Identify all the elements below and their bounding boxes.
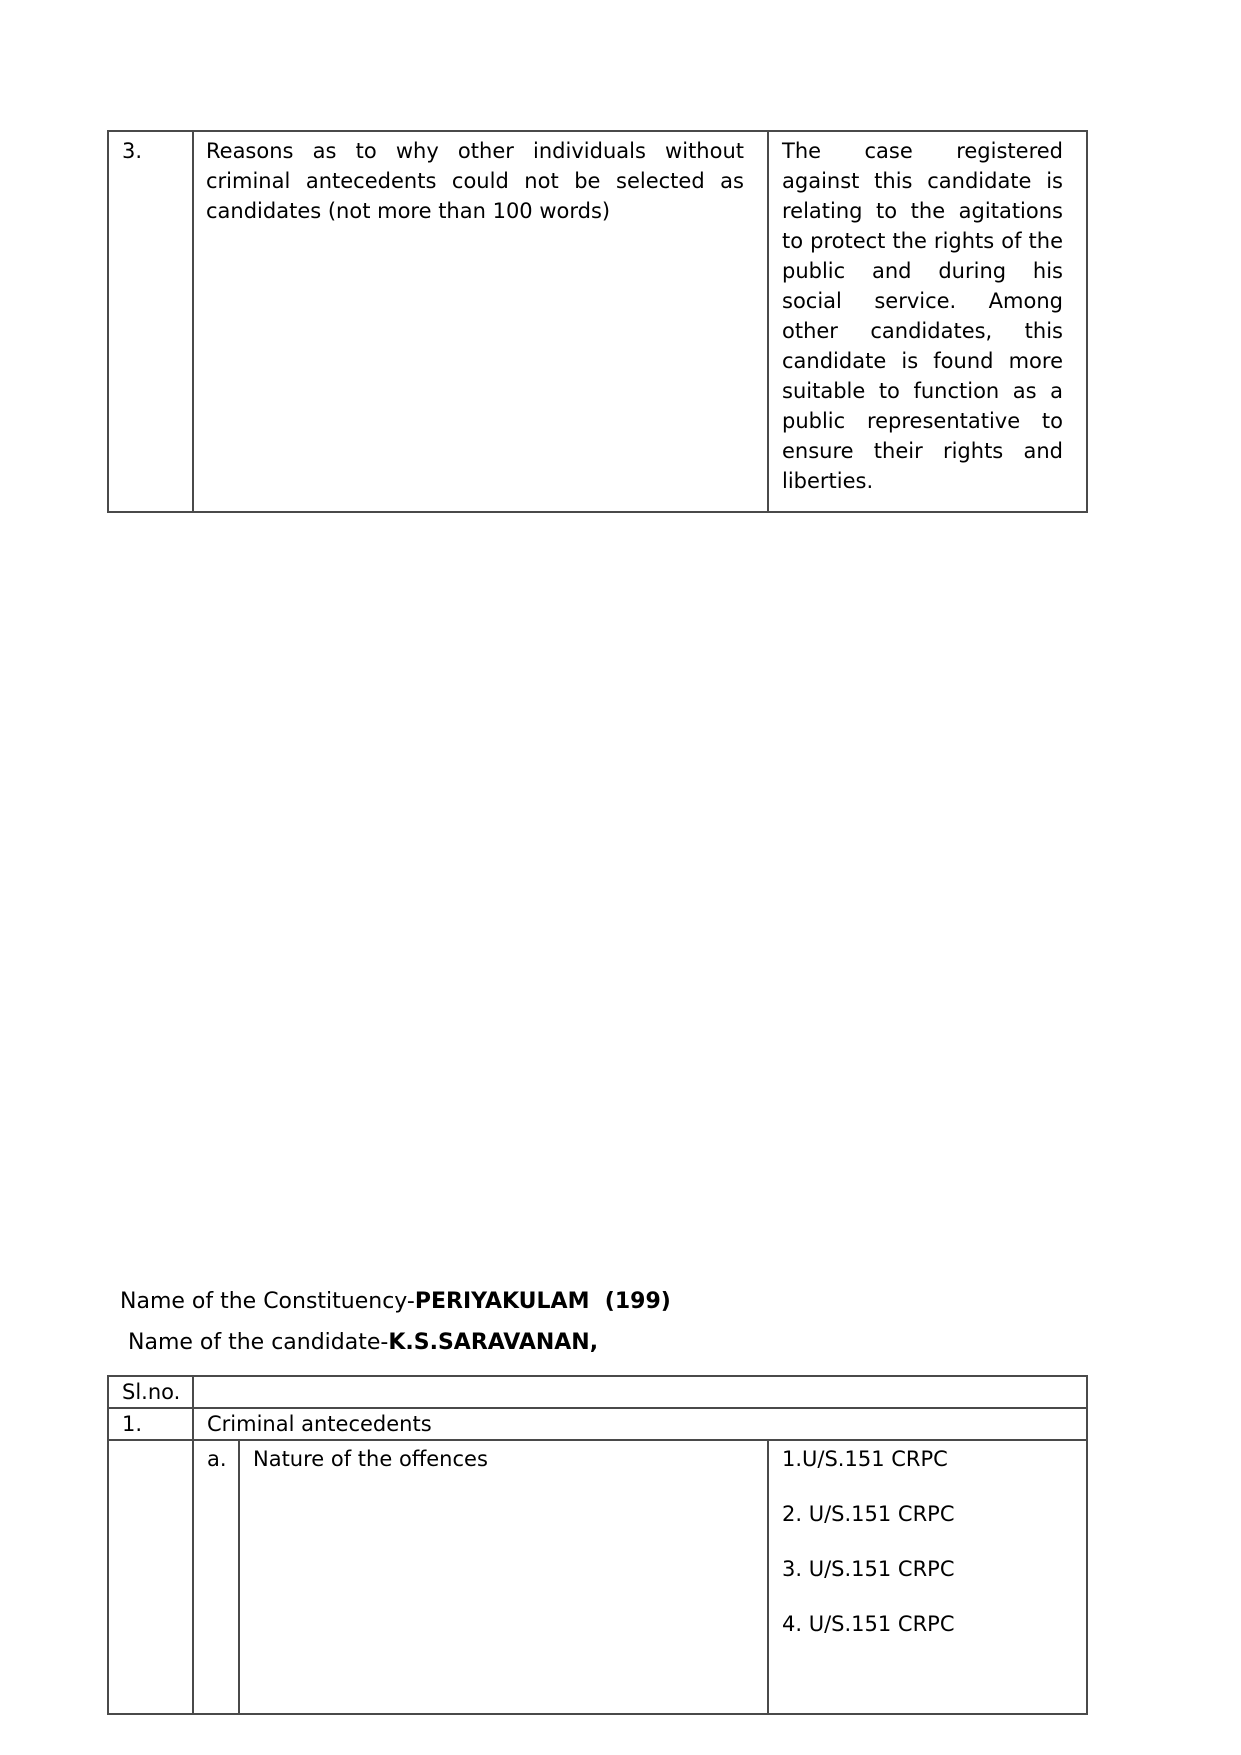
- offence-item: 4. U/S.151 CRPC: [782, 1612, 955, 1636]
- offence-item: 1.U/S.151 CRPC: [782, 1447, 948, 1471]
- offence-row-label: Nature of the offences: [239, 1440, 768, 1714]
- offence-item: 2. U/S.151 CRPC: [782, 1502, 955, 1526]
- candidate-value: K.S.SARAVANAN,: [388, 1330, 599, 1355]
- candidate-line: [128, 1329, 598, 1357]
- constituency-label: Name of the Constituency-: [120, 1289, 415, 1314]
- criminal-row-label: Criminal antecedents: [193, 1408, 1087, 1440]
- criminal-antecedents-row: [108, 1408, 1087, 1440]
- offence-item: 3. U/S.151 CRPC: [782, 1557, 955, 1581]
- reasons-row-answer: The case registered against this candidate is relating to the agitations to protect the rights of the public and during his social service. Among other candidates, this candidate is found more suitable to function as a public representative to ensure their rights and liberties.: [768, 131, 1087, 512]
- reasons-row-serial: 3.: [108, 131, 193, 512]
- candidate-label: Name of the candidate-: [128, 1330, 389, 1355]
- constituency-value: PERIYAKULAM (199): [414, 1289, 671, 1314]
- reasons-table: [107, 130, 1088, 513]
- reasons-table-row: [108, 131, 1087, 512]
- offence-nature-row: [108, 1440, 1087, 1714]
- slno-header-row: [108, 1376, 1087, 1408]
- reasons-row-question: Reasons as to why other individuals without criminal antecedents could not be selected as candidates (not more than 100 words): [193, 131, 768, 512]
- slno-header-cell: Sl.no.: [108, 1376, 193, 1408]
- offence-row-empty-cell: [108, 1440, 193, 1714]
- criminal-row-serial: 1.: [108, 1408, 193, 1440]
- slno-header-empty-cell: [193, 1376, 1087, 1408]
- constituency-line: [120, 1288, 671, 1316]
- offence-row-serial: a.: [193, 1440, 239, 1714]
- offence-list-cell: [768, 1440, 1087, 1714]
- antecedents-table: [107, 1375, 1088, 1715]
